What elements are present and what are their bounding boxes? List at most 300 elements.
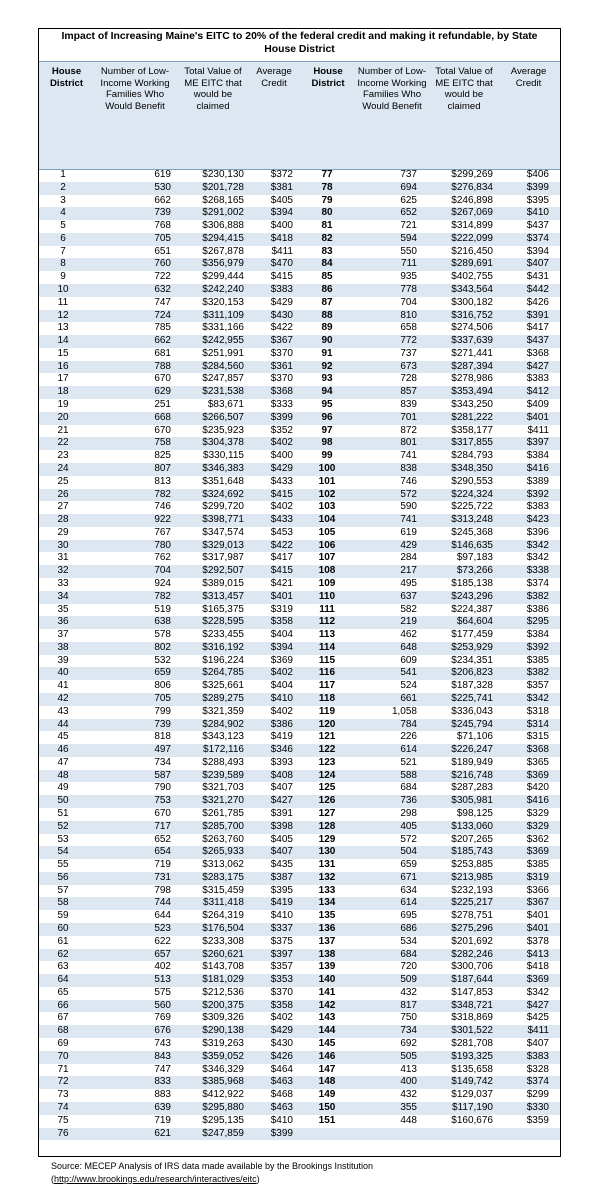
table-row — [39, 348, 560, 361]
cell-district-left: 69 — [57, 1038, 69, 1050]
table-row — [39, 859, 560, 872]
cell-families-left: 744 — [154, 897, 171, 909]
cell-total-right: $402,755 — [451, 271, 493, 283]
cell-district-left: 30 — [57, 539, 69, 551]
cell-families-right: 684 — [400, 948, 417, 960]
cell-total-right: $281,708 — [451, 1038, 493, 1050]
cell-families-left: 922 — [154, 514, 171, 526]
cell-district-right: 86 — [321, 284, 333, 296]
cell-avg-left: $368 — [270, 386, 293, 398]
cell-total-left: $347,574 — [202, 526, 244, 538]
cell-total-right: $71,106 — [456, 731, 493, 743]
cell-avg-left: $405 — [270, 833, 293, 845]
cell-families-right: 658 — [400, 322, 417, 334]
cell-district-left: 59 — [57, 910, 69, 922]
cell-avg-left: $422 — [270, 539, 293, 551]
cell-total-left: $317,987 — [202, 552, 244, 564]
cell-families-left: 513 — [154, 974, 171, 986]
table-row — [39, 501, 560, 514]
cell-avg-left: $404 — [270, 680, 293, 692]
cell-avg-right: $374 — [526, 1076, 549, 1088]
cell-avg-right: $383 — [526, 1050, 549, 1062]
cell-total-left: $289,275 — [202, 692, 244, 704]
cell-total-right: $98,125 — [456, 808, 493, 819]
cell-families-right: 801 — [400, 437, 417, 449]
cell-families-right: 750 — [400, 1012, 417, 1024]
cell-district-right: 80 — [321, 207, 333, 219]
cell-avg-right: $374 — [526, 232, 549, 244]
table-row — [39, 1076, 560, 1089]
cell-district-left: 37 — [57, 629, 69, 641]
cell-families-left: 818 — [154, 731, 171, 743]
table-row — [39, 821, 560, 834]
cell-avg-left: $372 — [270, 169, 293, 180]
cell-families-left: 768 — [154, 220, 171, 232]
cell-families-left: 760 — [154, 258, 171, 270]
cell-families-right: 495 — [400, 577, 417, 589]
cell-total-right: $271,441 — [451, 347, 493, 359]
cell-total-left: $290,138 — [202, 1025, 244, 1037]
cell-avg-right: $397 — [526, 437, 549, 449]
table-row — [39, 310, 560, 323]
cell-avg-left: $415 — [270, 271, 293, 283]
cell-district-right: 151 — [318, 1114, 336, 1126]
cell-total-right: $275,296 — [451, 923, 493, 935]
cell-avg-right: $342 — [526, 692, 549, 704]
cell-district-right: 116 — [318, 667, 336, 679]
table-row — [39, 808, 560, 821]
table-row — [39, 885, 560, 898]
cell-families-right: 572 — [400, 488, 417, 500]
cell-avg-left: $464 — [270, 1063, 293, 1075]
cell-district-right: 130 — [318, 846, 336, 858]
cell-avg-right: $396 — [526, 526, 549, 538]
cell-total-right: $353,494 — [451, 386, 493, 398]
cell-families-left: 560 — [154, 999, 171, 1011]
cell-total-right: $348,721 — [451, 999, 493, 1011]
cell-district-left: 64 — [57, 974, 69, 986]
cell-district-right: 106 — [318, 539, 336, 551]
table-row — [39, 322, 560, 335]
header-total-value-left: Total Value of ME EITC that would be claimed — [184, 66, 242, 112]
table-row — [39, 450, 560, 463]
cell-families-right: 838 — [400, 462, 417, 474]
table-row — [39, 386, 560, 399]
cell-families-left: 799 — [154, 705, 171, 717]
eitc-table — [38, 28, 561, 1157]
cell-avg-left: $418 — [270, 232, 293, 244]
cell-avg-right: $385 — [526, 654, 549, 666]
cell-total-right: $73,266 — [456, 565, 493, 577]
table-row — [39, 616, 560, 629]
cell-families-left: 806 — [154, 680, 171, 692]
table-row — [39, 782, 560, 795]
cell-avg-left: $352 — [270, 424, 293, 436]
cell-families-right: 625 — [400, 194, 417, 206]
table-row — [39, 1025, 560, 1038]
header-average-credit-right: Average Credit — [510, 66, 547, 89]
table-row — [39, 1128, 560, 1141]
table-row — [39, 297, 560, 310]
cell-district-right: 91 — [321, 347, 333, 359]
cell-total-right: $201,692 — [451, 935, 493, 947]
table-row — [39, 667, 560, 680]
cell-families-right: 659 — [400, 859, 417, 871]
table-row — [39, 731, 560, 744]
cell-total-left: $181,029 — [202, 974, 244, 986]
cell-total-right: $222,099 — [451, 232, 493, 244]
cell-avg-right: $426 — [526, 296, 549, 308]
cell-avg-right: $407 — [526, 258, 549, 270]
cell-families-left: 652 — [154, 833, 171, 845]
table-row — [39, 642, 560, 655]
cell-district-left: 58 — [57, 897, 69, 909]
cell-district-right: 77 — [321, 169, 333, 180]
cell-district-left: 32 — [57, 565, 69, 577]
cell-families-left: 644 — [154, 910, 171, 922]
table-row — [39, 1012, 560, 1025]
cell-total-right: $253,885 — [451, 859, 493, 871]
cell-avg-right: $329 — [526, 820, 549, 832]
cell-families-right: 734 — [400, 1025, 417, 1037]
cell-families-right: 737 — [400, 347, 417, 359]
cell-total-left: $331,166 — [202, 322, 244, 334]
cell-avg-right: $328 — [526, 1063, 549, 1075]
cell-total-right: $246,898 — [451, 194, 493, 206]
table-row — [39, 373, 560, 386]
cell-total-left: $295,135 — [202, 1114, 244, 1126]
cell-total-left: $320,153 — [202, 296, 244, 308]
cell-avg-left: $400 — [270, 450, 293, 462]
cell-total-left: $292,507 — [202, 565, 244, 577]
cell-total-left: $264,319 — [202, 910, 244, 922]
cell-total-left: $304,378 — [202, 437, 244, 449]
table-row — [39, 795, 560, 808]
cell-families-right: 736 — [400, 795, 417, 807]
cell-families-left: 251 — [154, 399, 171, 411]
cell-families-right: 462 — [400, 629, 417, 641]
cell-total-right: $226,247 — [451, 744, 493, 756]
cell-district-right: 104 — [318, 514, 336, 526]
cell-families-left: 780 — [154, 539, 171, 551]
cell-total-right: $336,043 — [451, 705, 493, 717]
cell-families-left: 622 — [154, 935, 171, 947]
cell-total-left: $295,880 — [202, 1101, 244, 1113]
cell-avg-left: $435 — [270, 859, 293, 871]
cell-district-right: 100 — [318, 462, 336, 474]
cell-avg-right: $389 — [526, 475, 549, 487]
table-row — [39, 770, 560, 783]
cell-district-right: 137 — [318, 935, 336, 947]
cell-families-right: 298 — [400, 808, 417, 819]
cell-avg-right: $401 — [526, 411, 549, 423]
cell-avg-left: $433 — [270, 514, 293, 526]
cell-total-left: $268,165 — [202, 194, 244, 206]
cell-district-left: 24 — [57, 462, 69, 474]
cell-avg-left: $419 — [270, 897, 293, 909]
cell-district-right: 124 — [318, 769, 336, 781]
cell-district-left: 11 — [57, 296, 69, 308]
cell-district-left: 34 — [57, 590, 69, 602]
cell-avg-right: $392 — [526, 641, 549, 653]
cell-district-right: 141 — [318, 986, 336, 998]
cell-families-right: 505 — [400, 1050, 417, 1062]
cell-total-right: $216,450 — [451, 245, 493, 257]
cell-avg-left: $407 — [270, 846, 293, 858]
cell-families-right: 686 — [400, 923, 417, 935]
cell-total-right: $133,060 — [451, 820, 493, 832]
cell-district-left: 41 — [57, 680, 69, 692]
cell-avg-right: $359 — [526, 1114, 549, 1126]
cell-avg-right: $401 — [526, 910, 549, 922]
cell-avg-left: $358 — [270, 999, 293, 1011]
cell-total-right: $317,855 — [451, 437, 493, 449]
cell-district-left: 31 — [57, 552, 69, 564]
cell-families-right: 673 — [400, 360, 417, 372]
cell-total-left: $265,933 — [202, 846, 244, 858]
cell-avg-right: $342 — [526, 986, 549, 998]
cell-avg-left: $361 — [270, 360, 293, 372]
cell-avg-right: $391 — [526, 309, 549, 321]
table-row — [39, 182, 560, 195]
table-row — [39, 335, 560, 348]
cell-total-left: $261,785 — [202, 808, 244, 819]
cell-families-left: 743 — [154, 1038, 171, 1050]
cell-total-right: $224,387 — [451, 603, 493, 615]
cell-avg-right: $423 — [526, 514, 549, 526]
cell-avg-left: $415 — [270, 565, 293, 577]
table-row — [39, 834, 560, 847]
cell-families-right: 432 — [400, 986, 417, 998]
cell-families-right: 355 — [400, 1101, 417, 1113]
table-row — [39, 719, 560, 732]
cell-district-left: 60 — [57, 923, 69, 935]
table-row — [39, 629, 560, 642]
cell-total-right: $147,853 — [451, 986, 493, 998]
cell-total-right: $301,522 — [451, 1025, 493, 1037]
cell-avg-left: $417 — [270, 552, 293, 564]
cell-families-left: 575 — [154, 986, 171, 998]
cell-avg-left: $391 — [270, 808, 293, 819]
cell-total-left: $212,536 — [202, 986, 244, 998]
cell-district-left: 57 — [57, 884, 69, 896]
table-row — [39, 258, 560, 271]
cell-district-left: 5 — [60, 220, 66, 232]
cell-avg-right: $394 — [526, 245, 549, 257]
cell-district-left: 29 — [57, 526, 69, 538]
cell-total-left: $346,329 — [202, 1063, 244, 1075]
cell-district-right: 83 — [321, 245, 333, 257]
cell-avg-left: $387 — [270, 871, 293, 883]
cell-district-right: 93 — [321, 373, 333, 385]
cell-avg-right: $318 — [526, 705, 549, 717]
cell-total-right: $305,981 — [451, 795, 493, 807]
cell-avg-right: $329 — [526, 808, 549, 819]
table-title — [39, 31, 560, 56]
cell-district-right: 102 — [318, 488, 336, 500]
cell-district-left: 17 — [57, 373, 69, 385]
cell-total-left: $316,192 — [202, 641, 244, 653]
cell-avg-left: $353 — [270, 974, 293, 986]
cell-total-left: $319,263 — [202, 1038, 244, 1050]
table-row — [39, 220, 560, 233]
cell-district-right: 145 — [318, 1038, 336, 1050]
cell-total-left: $311,109 — [203, 309, 244, 321]
cell-families-right: 582 — [400, 603, 417, 615]
cell-district-right: 88 — [321, 309, 333, 321]
source-link[interactable]: http://www.brookings.edu/research/interactives/eitc — [54, 1174, 257, 1184]
cell-avg-left: $395 — [270, 884, 293, 896]
cell-total-right: $225,741 — [451, 692, 493, 704]
cell-total-right: $206,823 — [451, 667, 493, 679]
cell-avg-right: $369 — [526, 974, 549, 986]
cell-district-right: 131 — [318, 859, 336, 871]
cell-families-left: 578 — [154, 629, 171, 641]
cell-total-left: $196,224 — [202, 654, 244, 666]
cell-families-right: 1,058 — [391, 705, 417, 717]
cell-district-right: 82 — [321, 232, 333, 244]
cell-total-left: $143,708 — [202, 961, 244, 973]
cell-district-left: 25 — [57, 475, 69, 487]
cell-avg-right: $385 — [526, 859, 549, 871]
cell-district-right: 78 — [321, 181, 333, 193]
cell-total-left: $233,455 — [202, 629, 244, 641]
table-row — [39, 897, 560, 910]
cell-families-left: 519 — [154, 603, 171, 615]
cell-avg-left: $394 — [270, 207, 293, 219]
cell-avg-left: $410 — [270, 692, 293, 704]
table-row — [39, 578, 560, 591]
cell-total-right: $316,752 — [451, 309, 493, 321]
cell-total-left: $264,785 — [202, 667, 244, 679]
cell-avg-left: $429 — [270, 462, 293, 474]
cell-avg-left: $370 — [270, 986, 293, 998]
cell-families-right: 413 — [400, 1063, 417, 1075]
table-row — [39, 757, 560, 770]
cell-avg-right: $342 — [526, 552, 549, 564]
cell-total-left: $321,270 — [202, 795, 244, 807]
cell-total-left: $266,507 — [202, 411, 244, 423]
cell-families-left: 790 — [154, 782, 171, 794]
cell-families-right: 935 — [400, 271, 417, 283]
cell-total-right: $276,834 — [451, 181, 493, 193]
cell-families-right: 634 — [400, 884, 417, 896]
cell-total-right: $187,644 — [451, 974, 493, 986]
cell-avg-left: $367 — [270, 335, 293, 347]
cell-total-right: $278,986 — [451, 373, 493, 385]
cell-avg-right: $295 — [526, 616, 549, 628]
cell-district-right: 128 — [318, 820, 336, 832]
cell-district-right: 103 — [318, 501, 336, 513]
table-row — [39, 591, 560, 604]
cell-total-left: $242,955 — [202, 335, 244, 347]
table-row — [39, 910, 560, 923]
table-row — [39, 489, 560, 502]
cell-avg-right: $367 — [526, 897, 549, 909]
cell-district-right: 114 — [318, 641, 336, 653]
cell-families-left: 767 — [154, 526, 171, 538]
cell-total-right: $213,985 — [451, 871, 493, 883]
cell-families-right: 619 — [400, 526, 417, 538]
cell-avg-left: $346 — [270, 744, 293, 756]
table-row — [39, 271, 560, 284]
cell-avg-right: $407 — [526, 1038, 549, 1050]
cell-total-right: $287,394 — [451, 360, 493, 372]
cell-families-right: 684 — [400, 782, 417, 794]
cell-district-left: 47 — [57, 756, 69, 768]
table-row — [39, 1038, 560, 1051]
cell-avg-right: $374 — [526, 577, 549, 589]
cell-total-left: $172,116 — [203, 744, 244, 756]
cell-district-left: 45 — [57, 731, 69, 743]
cell-families-left: 833 — [154, 1076, 171, 1088]
cell-families-left: 659 — [154, 667, 171, 679]
cell-avg-right: $409 — [526, 399, 549, 411]
cell-total-left: $351,648 — [202, 475, 244, 487]
cell-total-right: $289,691 — [451, 258, 493, 270]
cell-district-right: 111 — [319, 603, 335, 615]
cell-district-left: 56 — [57, 871, 69, 883]
cell-avg-right: $314 — [526, 718, 549, 730]
cell-avg-right: $418 — [526, 961, 549, 973]
cell-district-left: 54 — [57, 846, 69, 858]
cell-families-left: 639 — [154, 1101, 171, 1113]
cell-total-right: $193,325 — [451, 1050, 493, 1062]
cell-avg-right: $417 — [526, 322, 549, 334]
cell-avg-right: $362 — [526, 833, 549, 845]
cell-families-left: 788 — [154, 360, 171, 372]
cell-total-right: $290,553 — [451, 475, 493, 487]
cell-district-right: 89 — [321, 322, 333, 334]
cell-families-right: 692 — [400, 1038, 417, 1050]
cell-district-right: 144 — [318, 1025, 336, 1037]
cell-avg-left: $401 — [270, 590, 293, 602]
cell-total-left: $247,857 — [202, 373, 244, 385]
cell-families-left: 670 — [154, 808, 171, 819]
cell-families-left: 802 — [154, 641, 171, 653]
header-house-district-right: House District — [311, 66, 345, 89]
cell-avg-left: $430 — [270, 309, 293, 321]
cell-total-left: $231,538 — [202, 386, 244, 398]
cell-families-right: 588 — [400, 769, 417, 781]
cell-district-left: 15 — [57, 347, 69, 359]
table-row — [39, 399, 560, 412]
cell-families-left: 739 — [154, 207, 171, 219]
cell-avg-right: $416 — [526, 462, 549, 474]
cell-total-right: $287,283 — [451, 782, 493, 794]
cell-avg-left: $470 — [270, 258, 293, 270]
cell-avg-right: $319 — [526, 871, 549, 883]
cell-avg-left: $370 — [270, 347, 293, 359]
cell-avg-right: $365 — [526, 756, 549, 768]
cell-families-right: 637 — [400, 590, 417, 602]
cell-avg-left: $421 — [270, 577, 293, 589]
cell-families-right: 784 — [400, 718, 417, 730]
cell-avg-right: $392 — [526, 488, 549, 500]
cell-district-left: 67 — [57, 1012, 69, 1024]
cell-avg-left: $429 — [270, 1025, 293, 1037]
cell-families-right: 648 — [400, 641, 417, 653]
cell-district-left: 36 — [57, 616, 69, 628]
cell-district-left: 62 — [57, 948, 69, 960]
cell-avg-left: $433 — [270, 475, 293, 487]
table-row — [39, 207, 560, 220]
table-row — [39, 463, 560, 476]
table-row — [39, 195, 560, 208]
cell-district-right: 115 — [318, 654, 336, 666]
cell-district-right: 125 — [318, 782, 336, 794]
cell-total-left: $242,240 — [202, 284, 244, 296]
